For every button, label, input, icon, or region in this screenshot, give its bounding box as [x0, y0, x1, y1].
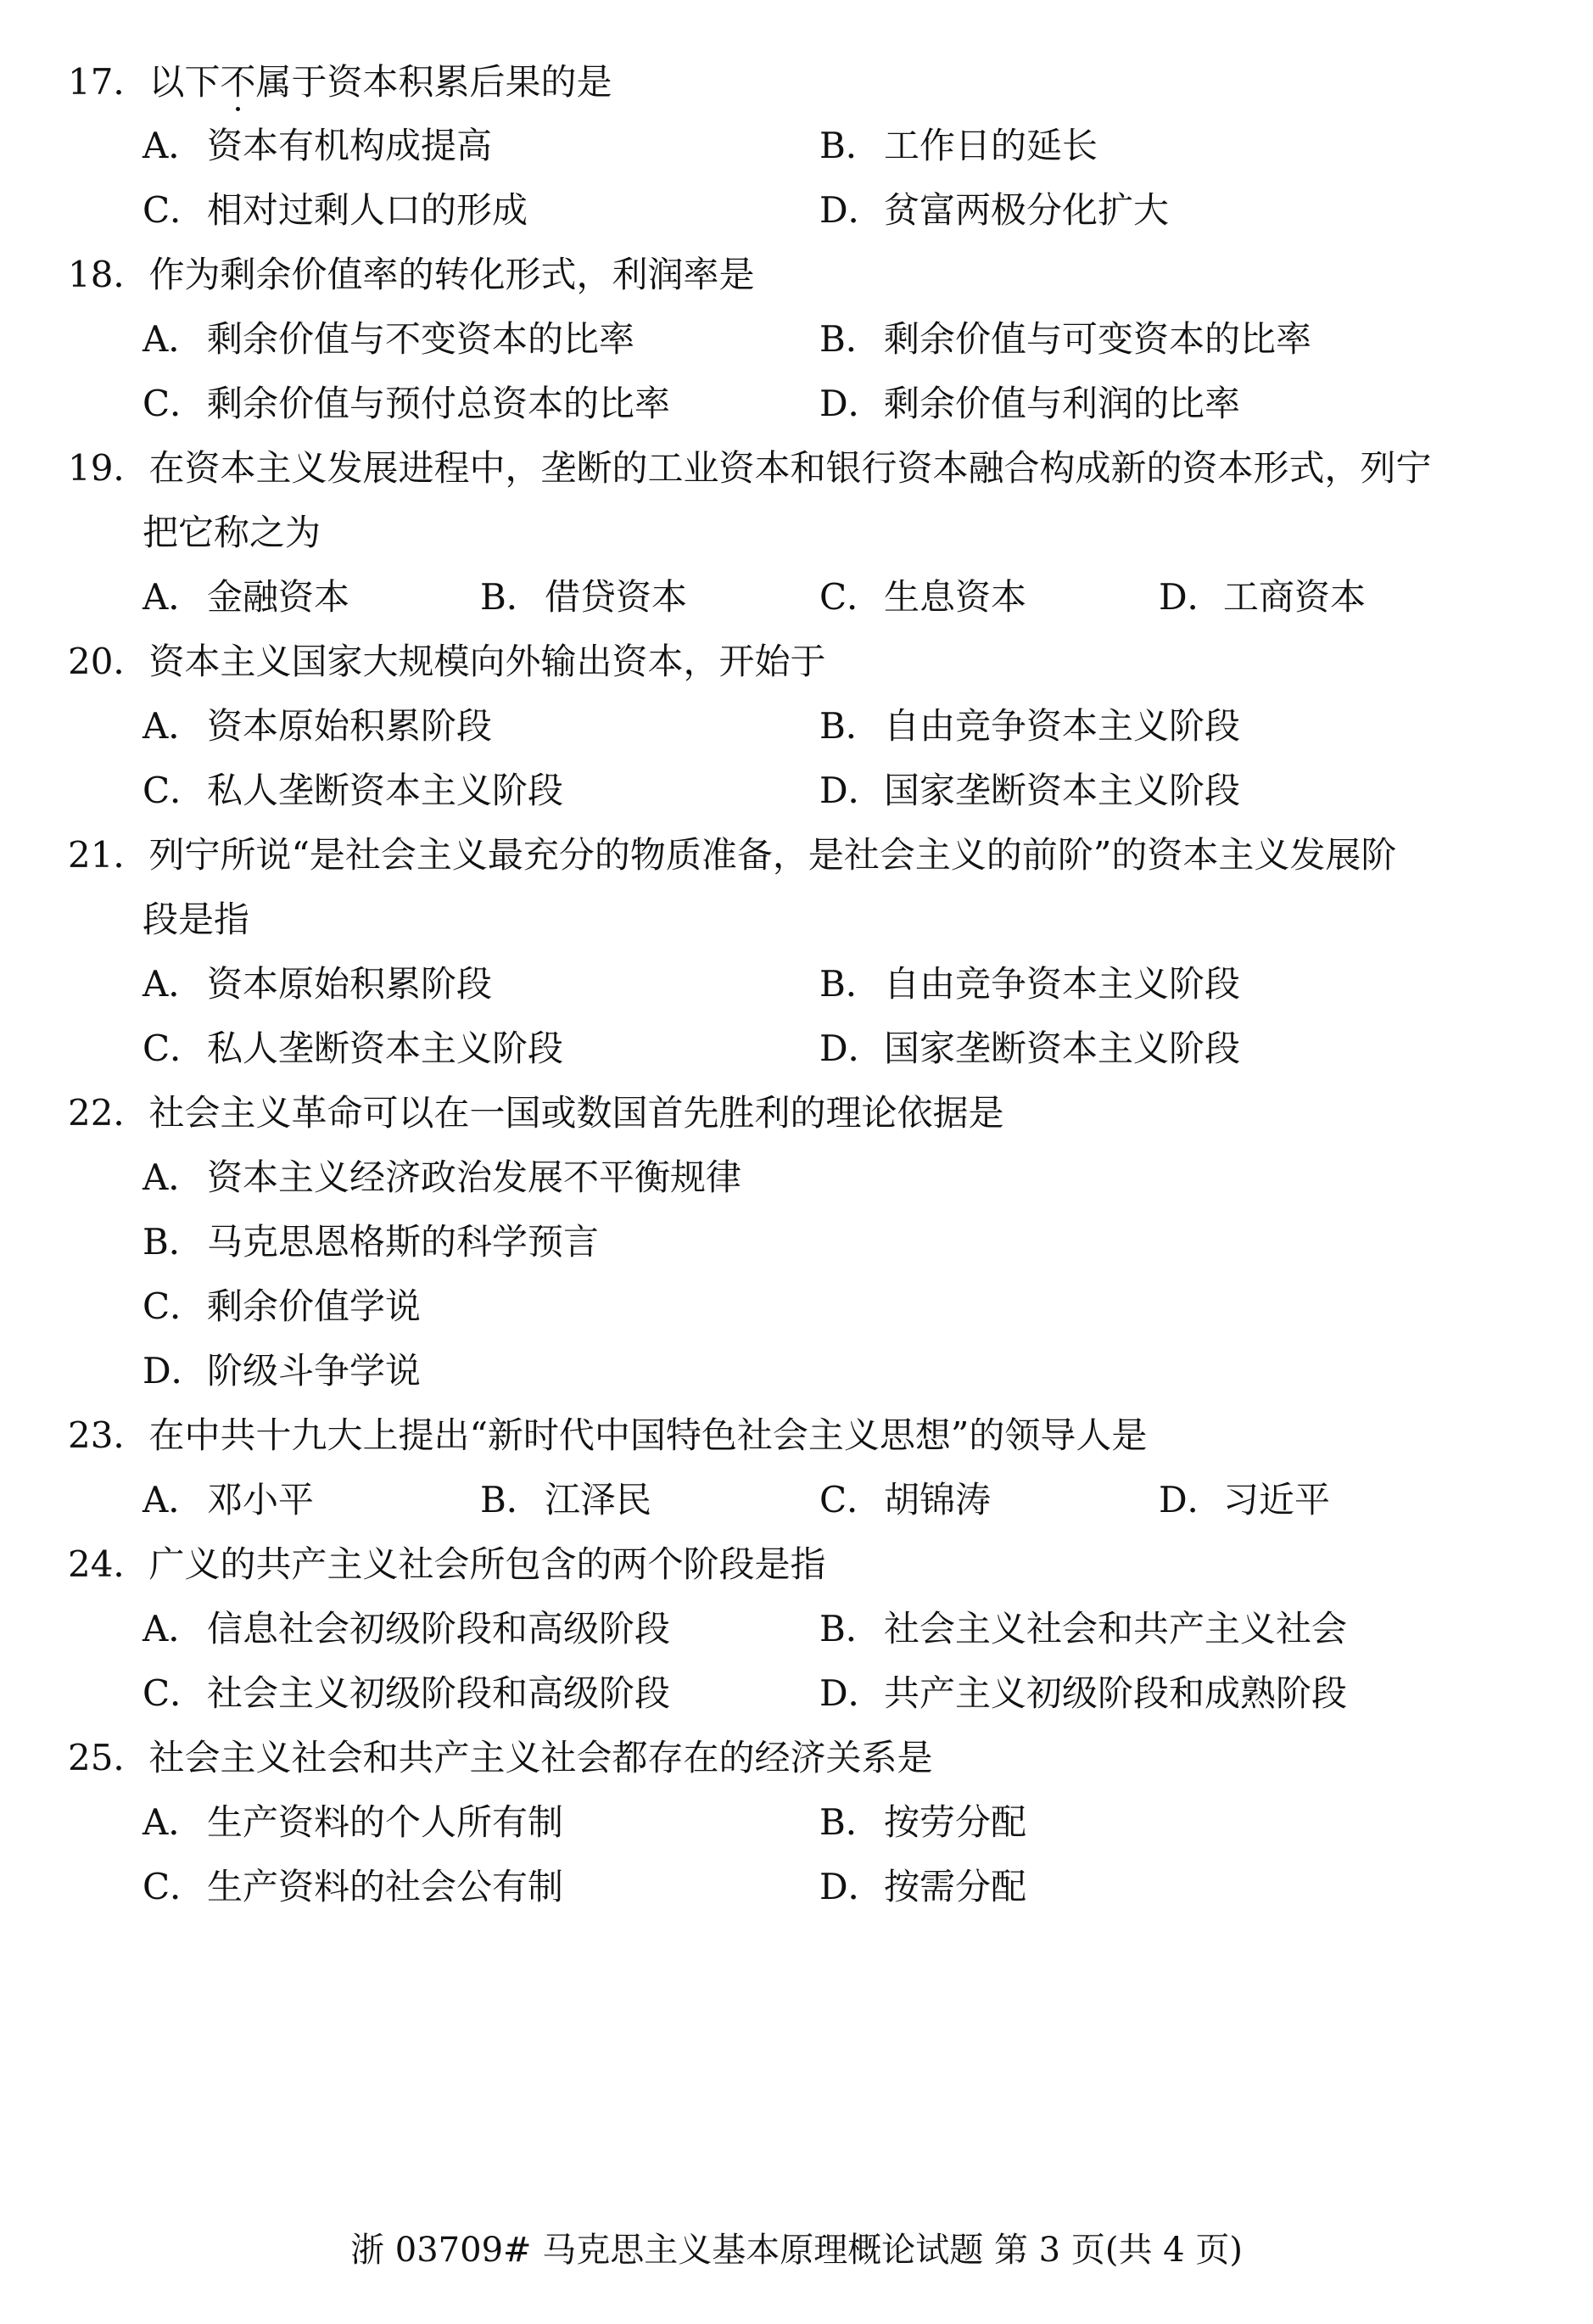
q18-option-a: A．剩余价值与不变资本的比率	[143, 318, 635, 360]
q25-option-a: A．生产资料的个人所有制	[143, 1801, 564, 1843]
q20-option-d: D．国家垄断资本主义阶段	[819, 770, 1241, 811]
q17-option-b: B．工作日的延长	[819, 125, 1098, 166]
q18-option-b: B．剩余价值与可变资本的比率	[819, 318, 1312, 360]
q21-option-a: A．资本原始积累阶段	[143, 963, 493, 1005]
q22-option-a: A．资本主义经济政治发展不平衡规律	[143, 1156, 742, 1198]
question-19-continuation: 把它称之为	[143, 512, 321, 553]
q18-option-d: D．剩余价值与利润的比率	[819, 383, 1241, 424]
q22-option-c: C．剩余价值学说	[143, 1285, 422, 1327]
question-23: 23．在中共十九大上提出“新时代中国特色社会主义思想”的领导人是	[68, 1414, 1148, 1456]
q20-option-a: A．资本原始积累阶段	[143, 705, 493, 747]
q20-option-b: B．自由竞争资本主义阶段	[819, 705, 1241, 747]
question-21-continuation: 段是指	[143, 899, 250, 940]
q19-option-a: A．金融资本	[143, 576, 350, 618]
q17-option-c: C．相对过剩人口的形成	[143, 189, 528, 231]
q22-option-d: D．阶级斗争学说	[143, 1350, 422, 1392]
question-21: 21．列宁所说“是社会主义最充分的物质准备，是社会主义的前阶”的资本主义发展阶	[68, 834, 1397, 876]
q24-option-b: B．社会主义社会和共产主义社会	[819, 1608, 1348, 1649]
q24-option-c: C．社会主义初级阶段和高级阶段	[143, 1672, 671, 1714]
q25-option-b: B．按劳分配	[819, 1801, 1027, 1843]
q24-option-a: A．信息社会初级阶段和高级阶段	[143, 1608, 671, 1649]
q23-option-a: A．邓小平	[143, 1479, 315, 1520]
q17-option-a: A．资本有机构成提高	[143, 125, 493, 166]
question-18: 18．作为剩余价值率的转化形式，利润率是	[68, 254, 755, 295]
q20-option-c: C．私人垄断资本主义阶段	[143, 770, 564, 811]
q23-option-c: C．胡锦涛	[819, 1479, 992, 1520]
q21-option-b: B．自由竞争资本主义阶段	[819, 963, 1241, 1005]
q22-option-b: B．马克思恩格斯的科学预言	[143, 1221, 600, 1263]
q19-option-d: D．工商资本	[1159, 576, 1367, 618]
question-22: 22．社会主义革命可以在一国或数国首先胜利的理论依据是	[68, 1092, 1004, 1134]
q17-option-d: D．贫富两极分化扩大	[819, 189, 1170, 231]
page-footer: 浙 03709# 马克思主义基本原理概论试题 第 3 页(共 4 页)	[350, 2231, 1243, 2270]
q23-option-b: B．江泽民	[480, 1479, 652, 1520]
q18-option-c: C．剩余价值与预付总资本的比率	[143, 383, 671, 424]
question-25: 25．社会主义社会和共产主义社会都存在的经济关系是	[68, 1737, 933, 1778]
q19-option-b: B．借贷资本	[480, 576, 688, 618]
q25-option-d: D．按需分配	[819, 1866, 1027, 1907]
q25-option-c: C．生产资料的社会公有制	[143, 1866, 564, 1907]
question-20: 20．资本主义国家大规模向外输出资本，开始于	[68, 641, 826, 682]
question-17: 17．以下不属于资本积累后果的是	[68, 61, 612, 103]
q24-option-d: D．共产主义初级阶段和成熟阶段	[819, 1672, 1348, 1714]
emphasis-dot	[236, 107, 240, 111]
q23-option-d: D．习近平	[1159, 1479, 1331, 1520]
question-19: 19．在资本主义发展进程中，垄断的工业资本和银行资本融合构成新的资本形式，列宁	[68, 447, 1432, 489]
question-24: 24．广义的共产主义社会所包含的两个阶段是指	[68, 1543, 826, 1585]
q19-option-c: C．生息资本	[819, 576, 1027, 618]
q21-option-d: D．国家垄断资本主义阶段	[819, 1028, 1241, 1069]
q21-option-c: C．私人垄断资本主义阶段	[143, 1028, 564, 1069]
